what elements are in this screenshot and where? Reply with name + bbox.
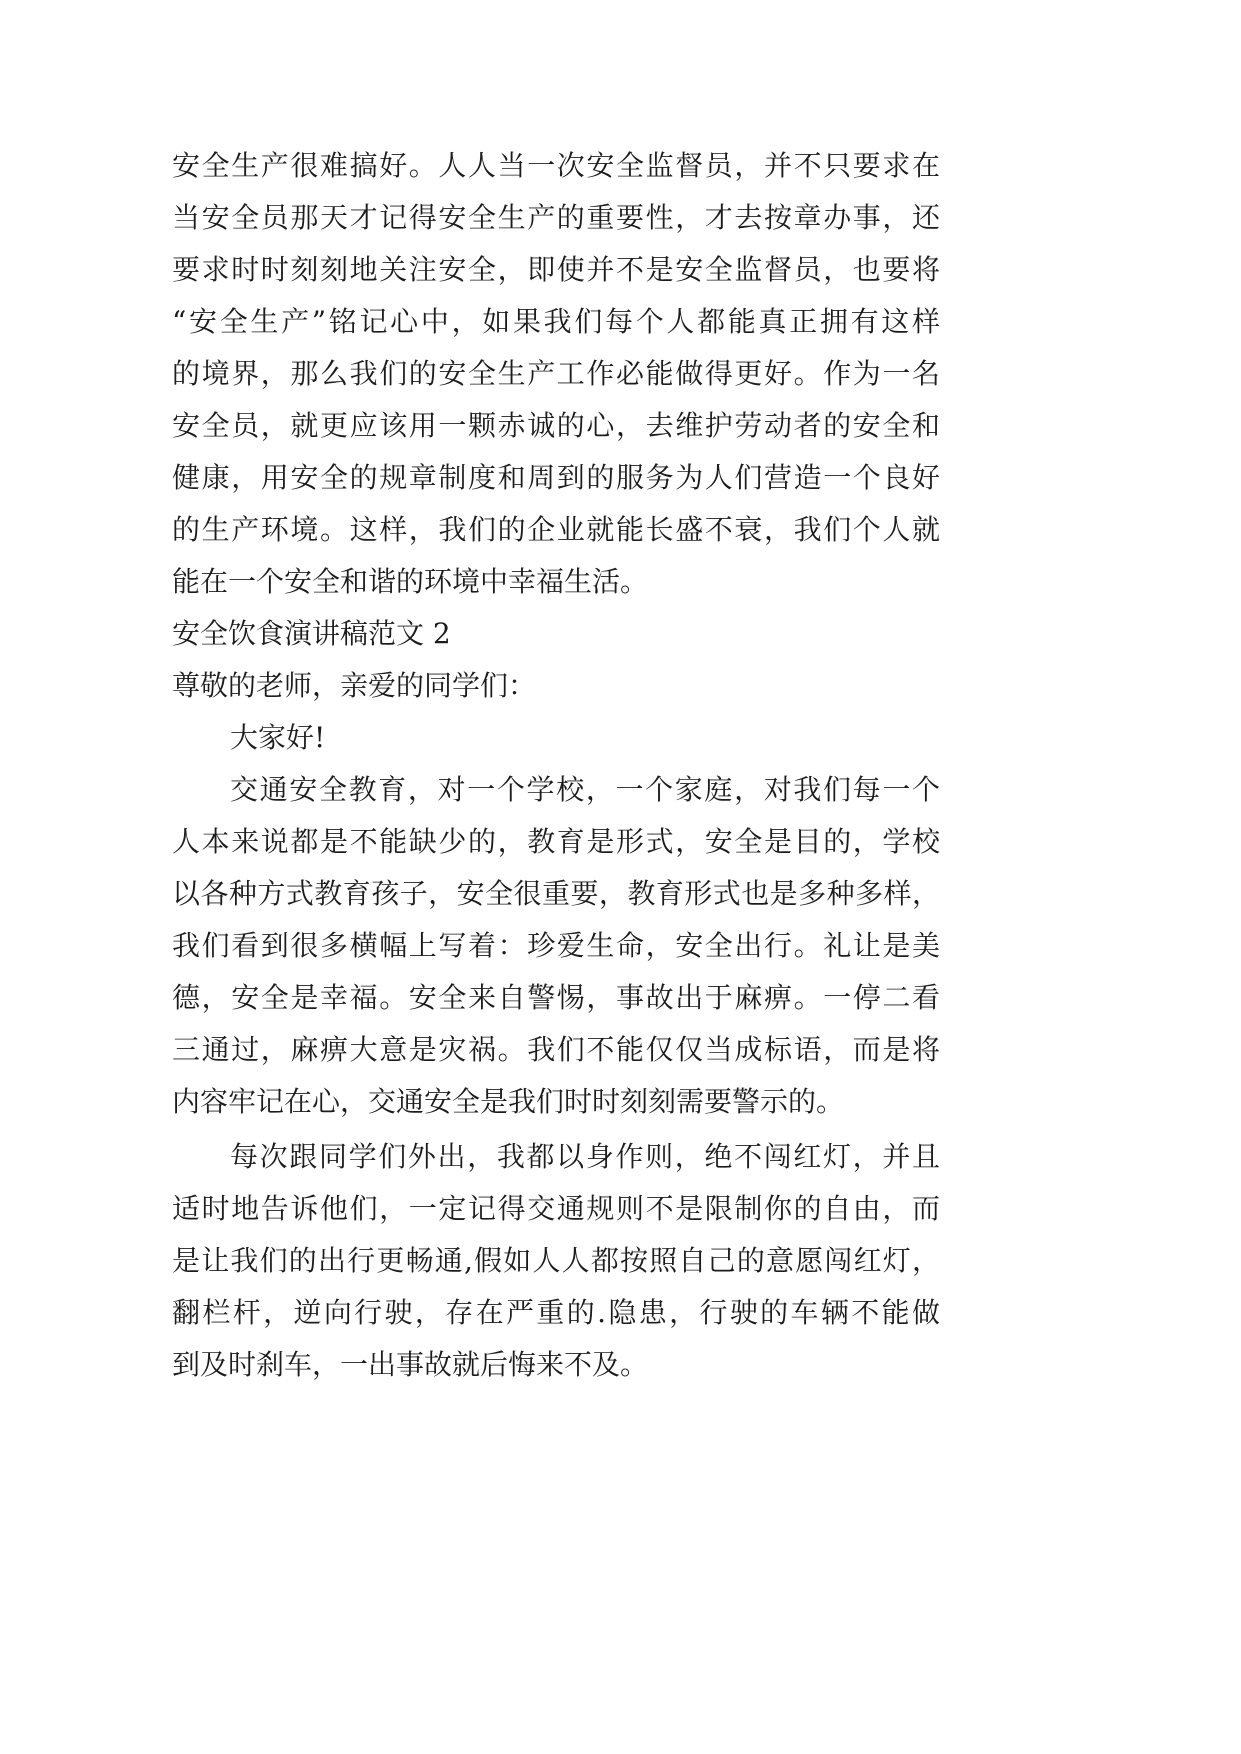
text-line: 能在一个安全和谐的环境中幸福生活。 (172, 565, 649, 598)
text-line: 德，安全是幸福。安全来自警惕，事故出于麻痹。一停二看 (172, 981, 940, 1014)
text-line: 翻栏杆，逆向行驶，存在严重的.隐患，行驶的车辆不能做 (172, 1296, 940, 1329)
text-line: 三通过，麻痹大意是灾祸。我们不能仅仅当成标语，而是将 (172, 1033, 940, 1066)
text-line: 要求时时刻刻地关注安全，即使并不是安全监督员，也要将 (172, 253, 940, 286)
text-line: 我们看到很多横幅上写着：珍爱生命，安全出行。礼让是美 (172, 929, 940, 962)
text-line: 到及时刹车，一出事故就后悔来不及。 (172, 1348, 649, 1381)
text-line: 是让我们的出行更畅通,假如人人都按照自己的意愿闯红灯， (172, 1244, 940, 1277)
document-body (172, 140, 940, 1391)
continued-paragraph (172, 140, 940, 608)
text-line: 安全生产很难搞好。人人当一次安全监督员，并不只要求在 (172, 149, 940, 182)
text-line: “安全生产”铭记心中，如果我们每个人都能真正拥有这样 (172, 305, 940, 338)
text-line: 交通安全教育，对一个学校，一个家庭，对我们每一个 (230, 773, 940, 806)
text-line: 安全员，就更应该用一颗赤诚的心，去维护劳动者的安全和 (172, 409, 940, 442)
text-line: 内容牢记在心，交通安全是我们时时刻刻需要警示的。 (172, 1085, 845, 1118)
section-title (172, 608, 940, 660)
text-line: 人本来说都是不能缺少的，教育是形式，安全是目的，学校 (172, 825, 940, 858)
section-title-text: 安全饮食演讲稿范文 2 (172, 617, 451, 650)
text-line: 每次跟同学们外出，我都以身作则，绝不闯红灯，并且 (230, 1140, 940, 1173)
body-paragraph (172, 1131, 940, 1391)
text-line: 的生产环境。这样，我们的企业就能长盛不衰，我们个人就 (172, 513, 940, 546)
salutation-text: 尊敬的老师，亲爱的同学们： (172, 669, 537, 702)
greeting-text: 大家好! (230, 721, 326, 754)
text-line: 适时地告诉他们，一定记得交通规则不是限制你的自由，而 (172, 1192, 940, 1225)
text-line: 健康，用安全的规章制度和周到的服务为人们营造一个良好 (172, 461, 940, 494)
text-line: 以各种方式教育孩子，安全很重要，教育形式也是多种多样， (172, 877, 940, 910)
greeting (172, 712, 940, 764)
salutation (172, 660, 940, 712)
body-paragraph (172, 764, 940, 1128)
text-line: 的境界，那么我们的安全生产工作必能做得更好。作为一名 (172, 357, 940, 390)
text-line: 当安全员那天才记得安全生产的重要性，才去按章办事，还 (172, 201, 940, 234)
